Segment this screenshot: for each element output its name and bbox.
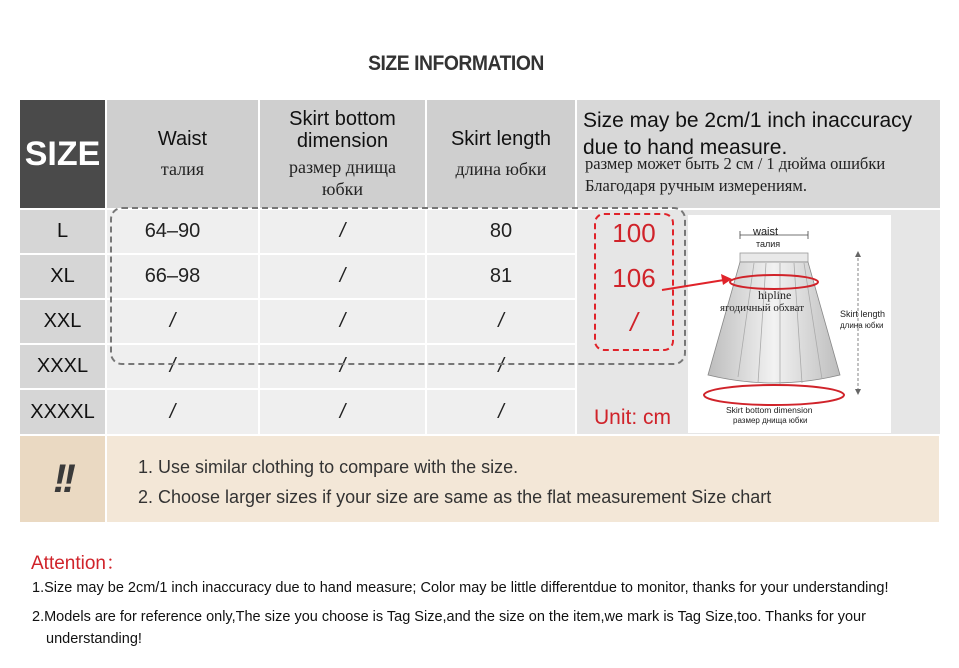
- note-header-ru-1: размер может быть 2 см / 1 дюйма ошибки: [585, 154, 886, 173]
- size-label: L: [56, 220, 69, 242]
- table-cell-waist: [107, 390, 258, 434]
- bottom-value: /: [339, 220, 346, 242]
- note-header: [577, 100, 940, 208]
- hip-value: /: [630, 307, 638, 337]
- attention-line-2: 2.Models are for reference only,The size you choose is Tag Size,and the size on the item,we mark is Tag Size,too. Thanks for your: [32, 609, 866, 625]
- skirt-diagram: [688, 215, 891, 433]
- waist-value: /: [169, 310, 176, 332]
- bottom-header: [260, 100, 425, 208]
- bottom-value: /: [339, 310, 346, 332]
- waist-value: 66–98: [144, 265, 201, 287]
- diagram-bottom-en: Skirt bottom dimension: [726, 405, 813, 415]
- note-header-ru-2: Благодаря ручным измерениям.: [585, 176, 807, 195]
- unit-label: Unit: cm: [594, 406, 672, 429]
- length-value: 81: [489, 265, 513, 287]
- diagram-length-en: Skirt length: [840, 309, 886, 319]
- table-row-size: [20, 345, 105, 388]
- size-header: [20, 100, 105, 208]
- diagram-waist-ru: талия: [756, 239, 781, 249]
- tips-panel: [107, 436, 939, 522]
- length-header-en: Skirt length: [450, 128, 552, 150]
- table-cell-bottom: [260, 390, 425, 434]
- hip-value: 100: [612, 218, 656, 248]
- waist-value: 64–90: [144, 220, 201, 242]
- table-row-size: [20, 210, 105, 253]
- waist-header-en: Waist: [157, 128, 208, 150]
- length-header-ru: длина юбки: [455, 159, 547, 179]
- size-header-label: SIZE: [24, 134, 101, 173]
- attention-line-1: 1.Size may be 2cm/1 inch inaccuracy due to hand measure; Color may be little differentdue to monitor, thanks for your understanding!: [32, 580, 889, 596]
- waist-value: /: [169, 355, 176, 377]
- bottom-header-en: Skirt bottom dimension: [289, 108, 396, 152]
- note-header-en: Size may be 2cm/1 inch inaccuracy due to hand measure.: [583, 109, 913, 159]
- size-label: XXXXL: [30, 400, 95, 423]
- page-title: SIZE INFORMATION: [368, 52, 544, 75]
- tip-2: 2. Choose larger sizes if your size are same as the flat measurement Size chart: [138, 487, 772, 507]
- length-value: 80: [489, 220, 513, 242]
- bottom-header-ru: размер днища юбки: [289, 157, 396, 199]
- attention-title: Attention：: [31, 553, 125, 574]
- waist-header-ru: талия: [160, 159, 205, 179]
- length-value: /: [498, 400, 504, 423]
- table-row-size: [20, 255, 105, 298]
- table-row-size: [20, 390, 105, 434]
- diagram-hip-ru: ягодичный обхват: [720, 302, 805, 314]
- length-header: [427, 100, 575, 208]
- length-value: /: [498, 310, 504, 332]
- tip-1: 1. Use similar clothing to compare with the size.: [138, 457, 519, 477]
- size-label: XXL: [43, 310, 82, 332]
- bottom-value: /: [339, 355, 346, 377]
- bottom-value: /: [339, 400, 346, 423]
- table-row-size: [20, 300, 105, 343]
- diagram-waist-en: waist: [753, 226, 779, 238]
- waist-header: [107, 100, 258, 208]
- diagram-bottom-ru: размер днища юбки: [733, 416, 808, 425]
- hip-value: 106: [612, 263, 656, 293]
- bottom-value: /: [339, 265, 346, 287]
- diagram-hip-en: hipline: [758, 288, 792, 302]
- warning-icon: [20, 436, 105, 522]
- diagram-length-ru: длина юбки: [840, 321, 884, 330]
- waist-value: /: [169, 400, 176, 423]
- table-cell-length: [427, 390, 575, 434]
- attention-line-2-cont: understanding!: [46, 631, 142, 647]
- warning-icon-glyph: !!: [53, 456, 72, 501]
- size-label: XXXL: [36, 355, 89, 377]
- length-value: /: [498, 355, 504, 377]
- size-label: XL: [50, 265, 75, 287]
